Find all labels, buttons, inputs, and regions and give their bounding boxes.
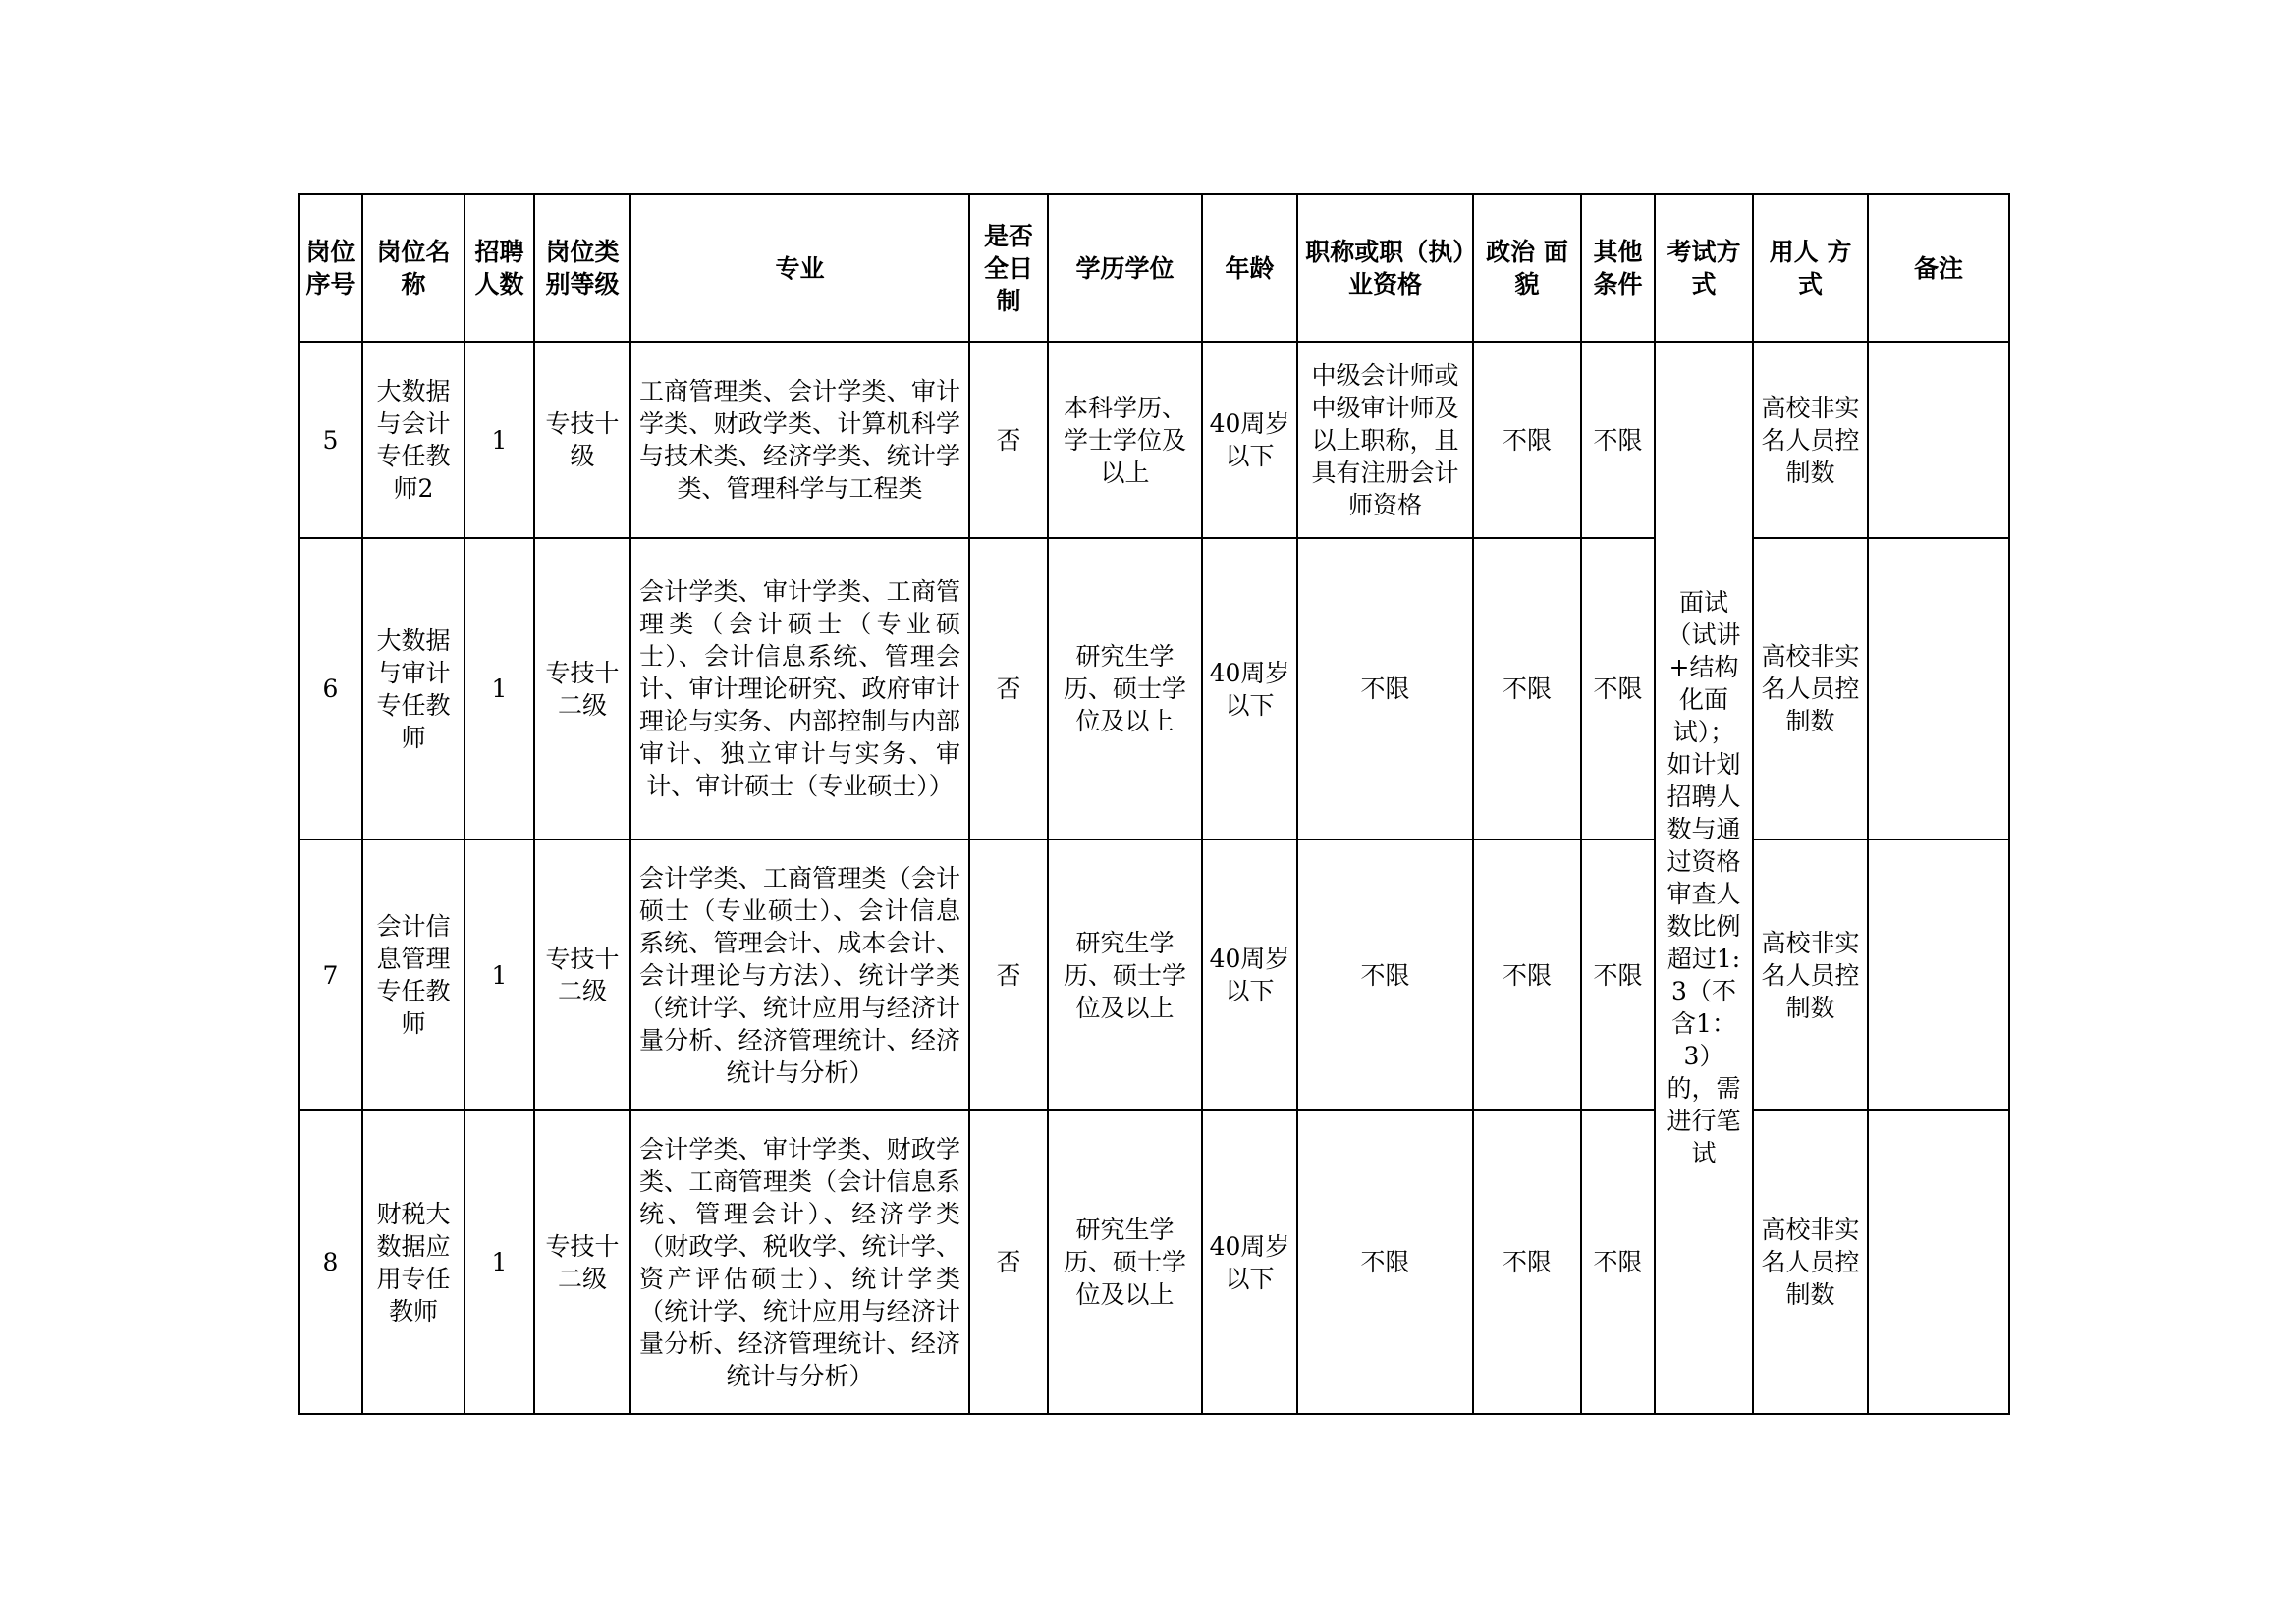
cell-name: 大数据与会计专任教师2 bbox=[362, 342, 465, 538]
cell-count: 1 bbox=[465, 538, 534, 839]
cell-degree: 本科学历、学士学位及以上 bbox=[1048, 342, 1202, 538]
cell-title: 不限 bbox=[1297, 1110, 1473, 1414]
cell-major: 会计学类、审计学类、工商管理类（会计硕士（专业硕士）、会计信息系统、管理会计、审计理论研究、政府审计理论与实务、内部控制与内部审计、独立审计与实务、审计、审计硕士（专业硕士）） bbox=[630, 538, 969, 839]
cell-name: 大数据与审计专任教师 bbox=[362, 538, 465, 839]
cell-other: 不限 bbox=[1581, 538, 1655, 839]
cell-count: 1 bbox=[465, 1110, 534, 1414]
cell-note bbox=[1868, 839, 2009, 1110]
header-name: 岗位名称 bbox=[362, 194, 465, 342]
cell-seq: 6 bbox=[299, 538, 362, 839]
cell-degree: 研究生学历、硕士学位及以上 bbox=[1048, 538, 1202, 839]
cell-other: 不限 bbox=[1581, 1110, 1655, 1414]
cell-level: 专技十级 bbox=[534, 342, 630, 538]
header-major: 专业 bbox=[630, 194, 969, 342]
cell-level: 专技十二级 bbox=[534, 839, 630, 1110]
cell-fulltime: 否 bbox=[969, 839, 1048, 1110]
cell-degree: 研究生学历、硕士学位及以上 bbox=[1048, 1110, 1202, 1414]
cell-note bbox=[1868, 1110, 2009, 1414]
cell-fulltime: 否 bbox=[969, 1110, 1048, 1414]
cell-level: 专技十二级 bbox=[534, 538, 630, 839]
cell-age: 40周岁以下 bbox=[1202, 538, 1297, 839]
cell-political: 不限 bbox=[1473, 538, 1581, 839]
cell-political: 不限 bbox=[1473, 839, 1581, 1110]
header-other: 其他条件 bbox=[1581, 194, 1655, 342]
cell-title: 中级会计师或中级审计师及以上职称，且具有注册会计师资格 bbox=[1297, 342, 1473, 538]
header-title: 职称或职（执）业资格 bbox=[1297, 194, 1473, 342]
header-fulltime: 是否全日制 bbox=[969, 194, 1048, 342]
cell-other: 不限 bbox=[1581, 839, 1655, 1110]
header-count: 招聘人数 bbox=[465, 194, 534, 342]
cell-seq: 8 bbox=[299, 1110, 362, 1414]
cell-age: 40周岁以下 bbox=[1202, 342, 1297, 538]
cell-count: 1 bbox=[465, 839, 534, 1110]
header-political: 政治 面貌 bbox=[1473, 194, 1581, 342]
table-row bbox=[299, 342, 2009, 538]
cell-level: 专技十二级 bbox=[534, 1110, 630, 1414]
header-level: 岗位类别等级 bbox=[534, 194, 630, 342]
header-seq: 岗位序号 bbox=[299, 194, 362, 342]
cell-count: 1 bbox=[465, 342, 534, 538]
cell-employ: 高校非实名人员控制数 bbox=[1753, 1110, 1868, 1414]
cell-seq: 5 bbox=[299, 342, 362, 538]
cell-major: 会计学类、审计学类、财政学类、工商管理类（会计信息系统、管理会计）、经济学类（财政学、税收学、统计学、资产评估硕士）、统计学类（统计学、统计应用与经济计量分析、经济管理统计、经济统计与分析） bbox=[630, 1110, 969, 1414]
recruitment-table bbox=[298, 193, 2010, 1415]
table-row bbox=[299, 839, 2009, 1110]
cell-fulltime: 否 bbox=[969, 342, 1048, 538]
header-note: 备注 bbox=[1868, 194, 2009, 342]
cell-exam-method: 面试（试讲+结构化面试）；如计划招聘人数与通过资格审查人数比例超过1:3（不含1：3）的，需进行笔试 bbox=[1655, 342, 1753, 1414]
cell-employ: 高校非实名人员控制数 bbox=[1753, 839, 1868, 1110]
header-exam: 考试方式 bbox=[1655, 194, 1753, 342]
cell-fulltime: 否 bbox=[969, 538, 1048, 839]
cell-title: 不限 bbox=[1297, 538, 1473, 839]
cell-note bbox=[1868, 342, 2009, 538]
cell-political: 不限 bbox=[1473, 1110, 1581, 1414]
table-row bbox=[299, 1110, 2009, 1414]
header-employ: 用人 方式 bbox=[1753, 194, 1868, 342]
cell-title: 不限 bbox=[1297, 839, 1473, 1110]
table-row bbox=[299, 538, 2009, 839]
cell-major: 会计学类、工商管理类（会计硕士（专业硕士）、会计信息系统、管理会计、成本会计、会计理论与方法）、统计学类（统计学、统计应用与经济计量分析、经济管理统计、经济统计与分析） bbox=[630, 839, 969, 1110]
cell-age: 40周岁以下 bbox=[1202, 839, 1297, 1110]
cell-name: 会计信息管理专任教师 bbox=[362, 839, 465, 1110]
cell-employ: 高校非实名人员控制数 bbox=[1753, 342, 1868, 538]
cell-employ: 高校非实名人员控制数 bbox=[1753, 538, 1868, 839]
cell-degree: 研究生学历、硕士学位及以上 bbox=[1048, 839, 1202, 1110]
cell-major: 工商管理类、会计学类、审计学类、财政学类、计算机科学与技术类、经济学类、统计学类、管理科学与工程类 bbox=[630, 342, 969, 538]
cell-seq: 7 bbox=[299, 839, 362, 1110]
header-age: 年龄 bbox=[1202, 194, 1297, 342]
cell-other: 不限 bbox=[1581, 342, 1655, 538]
cell-note bbox=[1868, 538, 2009, 839]
cell-age: 40周岁以下 bbox=[1202, 1110, 1297, 1414]
cell-political: 不限 bbox=[1473, 342, 1581, 538]
header-degree: 学历学位 bbox=[1048, 194, 1202, 342]
header-row bbox=[299, 194, 2009, 342]
cell-name: 财税大数据应用专任教师 bbox=[362, 1110, 465, 1414]
